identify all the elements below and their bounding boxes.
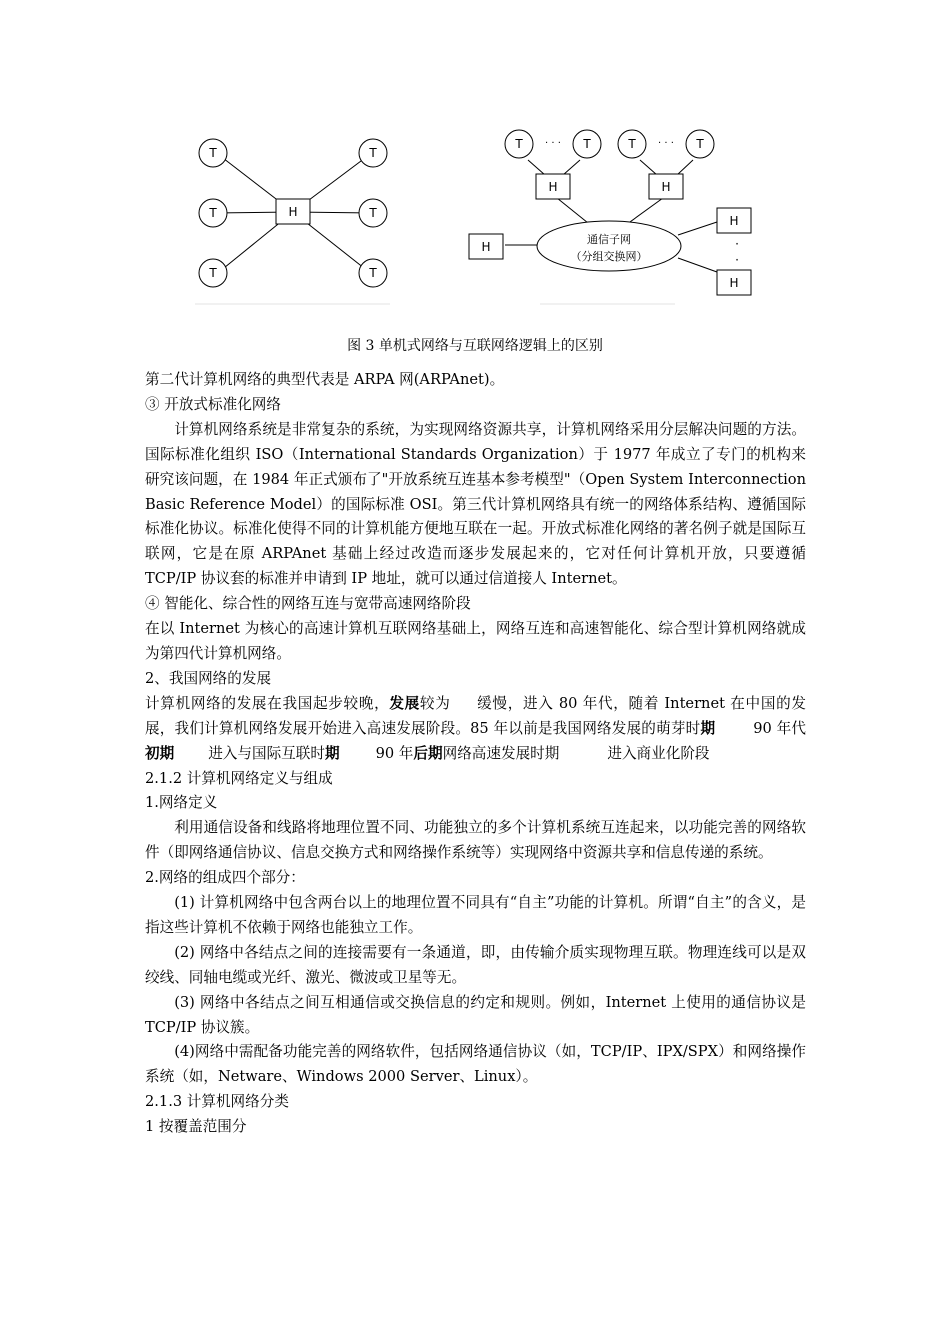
- terminal-ellipsis: · · ·: [658, 138, 674, 149]
- text-run-bold: 初期: [145, 744, 175, 762]
- paragraph: 在以 Internet 为核心的高速计算机互联网络基础上，网络互连和高速智能化、综合型计算机网络就成为第四代计算机网络。: [145, 620, 806, 662]
- paragraph: [145, 692, 806, 767]
- text-run: 进入与国际互联时: [208, 744, 325, 762]
- packet-terminal-label: T: [696, 137, 704, 151]
- star-terminal-label: T: [209, 146, 217, 160]
- document-body: [145, 368, 806, 1140]
- list-item: (3) 网络中各结点之间互相通信或交换信息的约定和规则。例如，Internet 上使用的通信协议是 TCP/IP 协议簇。: [145, 993, 806, 1036]
- section-heading: ③ 开放式标准化网络: [145, 395, 281, 413]
- packet-terminal-label: T: [515, 137, 523, 151]
- network-diagram: [185, 120, 805, 315]
- paragraph: 利用通信设备和线路将地理位置不同、功能独立的多个计算机系统互连起来，以功能完善的网络软件（即网络通信协议、信息交换方式和网络操作系统等）实现网络中资源共享和信息传递的系统。: [145, 819, 806, 862]
- packet-host-label: H: [729, 214, 739, 228]
- section-heading: ④ 智能化、综合性的网络互连与宽带高速网络阶段: [145, 595, 471, 613]
- star-terminal-label: T: [209, 206, 217, 220]
- star-terminal-label: T: [369, 206, 377, 220]
- text-run: 90 年代: [753, 719, 806, 737]
- star-terminal-label: T: [209, 266, 217, 280]
- list-item: (1) 计算机网络中包含两台以上的地理位置不同具有“自主”功能的计算机。所谓“自主”的含义，是指这些计算机不依赖于网络也能独立工作。: [145, 894, 806, 936]
- figure-caption: 图 3 单机式网络与互联网络逻辑上的区别: [347, 338, 603, 354]
- section-heading: 2.1.3 计算机网络分类: [145, 1093, 289, 1111]
- list-item: (4)网络中需配备功能完善的网络软件，包括网络通信协议（如，TCP/IP、IPX/SPX）和网络操作系统（如，Netware、Windows 2000 Server、Linux）。: [145, 1043, 806, 1086]
- packet-host-label: H: [661, 180, 671, 194]
- packet-terminal-label: T: [628, 137, 636, 151]
- packet-host-label: H: [548, 180, 558, 194]
- packet-host-label: H: [481, 240, 491, 254]
- section-heading: 2.1.2 计算机网络定义与组成: [145, 769, 333, 787]
- network-diagram-figure: [185, 120, 805, 315]
- section-heading: 1.网络定义: [145, 794, 218, 812]
- communication-subnet: [537, 221, 681, 271]
- text-run-bold: 期: [324, 744, 340, 762]
- star-terminal-label: T: [369, 266, 377, 280]
- packet-host-label: H: [729, 276, 739, 290]
- text-run: 90 年: [375, 744, 414, 762]
- paragraph: 计算机网络系统是非常复杂的系统，为实现网络资源共享，计算机网络采用分层解决问题的方法。国际标准化组织 ISO（International Standards Organization）于 1977 年成立了专门的机构来研究该问题，在 1984 年正式颁布了"开放系统互连基本参考模型"（Open System Interconnection Basic Reference Model）的国际标准 OSI。第三代计算机网络具有统一的网络体系结构、遵循国际标准化协议。标准化使得不同的计算机能方便地互联在一起。开放式标准化网络的著名例子就是国际互联网，它是在原 ARPAnet 基础上经过改造而逐步发展起来的，它对任何计算机开放，只要遵循 TCP/IP 协议套的标准并申请到 IP 地址，就可以通过信道接人 Internet。: [145, 420, 806, 588]
- text-run-bold: 后期: [413, 744, 443, 762]
- text-run: 计算机网络的发展在我国起步较晚，: [145, 694, 390, 712]
- subnet-label-line2: （分组交换网）: [570, 250, 648, 263]
- packet-terminal-label: T: [583, 137, 591, 151]
- section-heading: 2、我国网络的发展: [145, 669, 272, 687]
- text-run-bold: 期: [700, 719, 716, 737]
- text-run: 较为: [419, 694, 451, 712]
- paragraph: 第二代计算机网络的典型代表是 ARPA 网(ARPAnet)。: [145, 371, 505, 388]
- host-vertical-dots: ·: [735, 237, 739, 251]
- text-run: 进入商业化阶段: [607, 744, 710, 762]
- host-vertical-dots: ·: [735, 253, 739, 267]
- terminal-ellipsis: · · ·: [545, 138, 561, 149]
- star-hub-label: H: [288, 205, 298, 219]
- list-item: (2) 网络中各结点之间的连接需要有一条通道，即，由传输介质实现物理互联。物理连线可以是双绞线、同轴电缆或光纤、激光、微波或卫星等无。: [145, 943, 806, 986]
- text-run: 网络高速发展时期: [442, 744, 560, 762]
- section-heading: 2.网络的组成四个部分：: [145, 869, 305, 887]
- text-run: 缓慢，进入 80 年代，随着 Internet 在中国的发展，我们计算机网络发展开始进入高速发展阶段。85 年以前是我国网络发展的萌芽时: [145, 694, 806, 737]
- text-run-bold: 发展: [389, 694, 420, 712]
- subnet-label-line1: 通信子网: [587, 233, 631, 246]
- star-terminal-label: T: [369, 146, 377, 160]
- section-heading: 1 按覆盖范围分: [145, 1118, 247, 1136]
